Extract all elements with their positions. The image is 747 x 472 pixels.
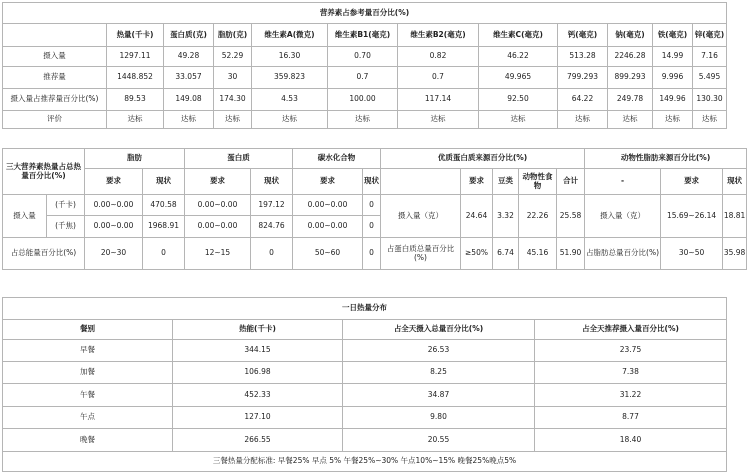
cell: 1968.91 (143, 216, 185, 238)
cell: 824.76 (251, 216, 293, 238)
sub-header: 豆类 (493, 169, 519, 195)
cell: 18.40 (535, 429, 727, 452)
cell: 149.08 (164, 89, 214, 111)
col-header: 热能(千卡) (173, 320, 343, 340)
cell: 30~50 (661, 238, 723, 270)
cell: 9.80 (343, 407, 535, 429)
corner-cell (3, 24, 107, 47)
cell: 0.70 (328, 47, 398, 67)
cell: 16.30 (252, 47, 328, 67)
group-header-animal-fat: 动物性脂肪来源百分比(%) (585, 149, 747, 169)
cell: 899.293 (608, 67, 653, 89)
cell: 0.00~0.00 (85, 216, 143, 238)
cell: 26.53 (343, 340, 535, 362)
cell: 106.98 (173, 362, 343, 384)
cell: 3.32 (493, 195, 519, 238)
cell: 达标 (398, 111, 479, 129)
cell: 8.25 (343, 362, 535, 384)
cell: 25.58 (557, 195, 585, 238)
blank-cell (381, 169, 461, 195)
col-header: 脂肪(克) (214, 24, 252, 47)
sub-header: 合计 (557, 169, 585, 195)
cell: 达标 (252, 111, 328, 129)
table-row (3, 362, 727, 384)
table-row (3, 47, 727, 67)
cell: 0 (363, 195, 381, 216)
cell: 89.53 (107, 89, 164, 111)
cell: 达标 (693, 111, 727, 129)
cell: 6.74 (493, 238, 519, 270)
protein-pct-label: 占蛋白质总量百分比(%) (381, 238, 461, 270)
cell: 22.26 (519, 195, 557, 238)
table-row (3, 89, 727, 111)
cell: 1297.11 (107, 47, 164, 67)
cell: 2246.28 (608, 47, 653, 67)
cell: ≥50% (461, 238, 493, 270)
cell: 45.16 (519, 238, 557, 270)
cell: 8.77 (535, 407, 727, 429)
cell: 14.99 (653, 47, 693, 67)
cell: 92.50 (479, 89, 558, 111)
col-header: 维生素B1(毫克) (328, 24, 398, 47)
sub-header: 要求 (185, 169, 251, 195)
cell: 0 (251, 238, 293, 270)
group-header-fat: 脂肪 (85, 149, 185, 169)
table-row (3, 340, 727, 362)
col-header: 占全天摄入总量百分比(%) (343, 320, 535, 340)
sub-header: 现状 (363, 169, 381, 195)
cell: 174.30 (214, 89, 252, 111)
row-label: 摄入量占推荐量百分比(%) (3, 89, 107, 111)
col-header: 餐别 (3, 320, 173, 340)
daily-energy-distribution-table (2, 297, 727, 472)
cell: 4.53 (252, 89, 328, 111)
sub-header: 现状 (251, 169, 293, 195)
cell: 0.00~0.00 (293, 195, 363, 216)
cell: 0.00~0.00 (85, 195, 143, 216)
cell: 1448.852 (107, 67, 164, 89)
sub-header: 要求 (85, 169, 143, 195)
table-row (3, 111, 727, 129)
cell: 12~15 (185, 238, 251, 270)
group-header-quality-protein: 优质蛋白质来源百分比(%) (381, 149, 585, 169)
distribution-standard-note: 三餐热量分配标准: 早餐25% 早点 5% 午餐25%~30% 午点10%~15% 晚餐25%晚点5% (3, 452, 727, 472)
macronutrient-energy-table (2, 148, 747, 270)
col-header: 蛋白质(克) (164, 24, 214, 47)
cell: 达标 (328, 111, 398, 129)
col-header: 钙(毫克) (558, 24, 608, 47)
cell: 130.30 (693, 89, 727, 111)
pct-label: 占总能量百分比(%) (3, 238, 85, 270)
cell: 0.7 (328, 67, 398, 89)
cell: 0 (363, 238, 381, 270)
table-row (3, 238, 747, 270)
col-header: 钠(毫克) (608, 24, 653, 47)
cell: 达标 (107, 111, 164, 129)
table-title: 营养素占参考量百分比(%) (3, 3, 727, 24)
meal-label: 午餐 (3, 384, 173, 407)
table-row (3, 67, 727, 89)
col-header: 维生素C(毫克) (479, 24, 558, 47)
cell: 0 (363, 216, 381, 238)
cell: 34.87 (343, 384, 535, 407)
cell: 64.22 (558, 89, 608, 111)
meal-label: 早餐 (3, 340, 173, 362)
group-header-carb: 碳水化合物 (293, 149, 381, 169)
col-header: 热量(千卡) (107, 24, 164, 47)
row-label: 摄入量 (3, 47, 107, 67)
col-header: 铁(毫克) (653, 24, 693, 47)
cell: 达标 (653, 111, 693, 129)
protein-intake-label: 摄入量（克） (381, 195, 461, 238)
cell: 197.12 (251, 195, 293, 216)
table-row (3, 384, 727, 407)
cell: 20~30 (85, 238, 143, 270)
cell: 7.38 (535, 362, 727, 384)
cell: 127.10 (173, 407, 343, 429)
corner-header: 三大营养素热量占总热量百分比(%) (3, 149, 85, 195)
cell: 799.293 (558, 67, 608, 89)
cell: 达标 (608, 111, 653, 129)
meal-label: 午点 (3, 407, 173, 429)
row-label: 评价 (3, 111, 107, 129)
col-header: 占全天推荐摄入量百分比(%) (535, 320, 727, 340)
nutrient-percentage-table (2, 2, 727, 129)
cell: 达标 (558, 111, 608, 129)
cell: 50~60 (293, 238, 363, 270)
cell: 52.29 (214, 47, 252, 67)
fat-pct-label: 占脂肪总量百分比(%) (585, 238, 661, 270)
cell: 266.55 (173, 429, 343, 452)
cell: 5.495 (693, 67, 727, 89)
sub-header: 要求 (293, 169, 363, 195)
cell: 513.28 (558, 47, 608, 67)
col-header: 锌(毫克) (693, 24, 727, 47)
cell: 达标 (479, 111, 558, 129)
group-header-protein: 蛋白质 (185, 149, 293, 169)
cell: 35.98 (723, 238, 747, 270)
cell: 100.00 (328, 89, 398, 111)
sub-header: 现状 (723, 169, 747, 195)
cell: 359.823 (252, 67, 328, 89)
cell: 31.22 (535, 384, 727, 407)
fat-intake-label: 摄入量（克） (585, 195, 661, 238)
sub-header: 要求 (661, 169, 723, 195)
unit-label: (千焦) (47, 216, 85, 238)
cell: 15.69~26.14 (661, 195, 723, 238)
cell: 24.64 (461, 195, 493, 238)
table-row (3, 195, 747, 216)
cell: 9.996 (653, 67, 693, 89)
cell: 249.78 (608, 89, 653, 111)
col-header: 维生素B2(毫克) (398, 24, 479, 47)
meal-label: 晚餐 (3, 429, 173, 452)
cell: 49.28 (164, 47, 214, 67)
cell: 18.81 (723, 195, 747, 238)
cell: 149.96 (653, 89, 693, 111)
cell: 0.00~0.00 (185, 216, 251, 238)
cell: 452.33 (173, 384, 343, 407)
cell: 0.00~0.00 (293, 216, 363, 238)
cell: 20.55 (343, 429, 535, 452)
cell: 30 (214, 67, 252, 89)
cell: 0.00~0.00 (185, 195, 251, 216)
cell: 23.75 (535, 340, 727, 362)
cell: 达标 (214, 111, 252, 129)
unit-label: (千卡) (47, 195, 85, 216)
cell: 470.58 (143, 195, 185, 216)
table-row (3, 407, 727, 429)
meal-label: 加餐 (3, 362, 173, 384)
sub-header: 要求 (461, 169, 493, 195)
sub-header: 现状 (143, 169, 185, 195)
cell: 51.90 (557, 238, 585, 270)
cell: 33.057 (164, 67, 214, 89)
cell: 344.15 (173, 340, 343, 362)
intake-label: 摄入量 (3, 195, 47, 238)
cell: 0 (143, 238, 185, 270)
sub-header: - (585, 169, 661, 195)
cell: 0.7 (398, 67, 479, 89)
table-title: 一日热量分布 (3, 298, 727, 320)
cell: 0.82 (398, 47, 479, 67)
cell: 117.14 (398, 89, 479, 111)
cell: 46.22 (479, 47, 558, 67)
table-row (3, 429, 727, 452)
col-header: 维生素A(微克) (252, 24, 328, 47)
cell: 达标 (164, 111, 214, 129)
row-label: 推荐量 (3, 67, 107, 89)
cell: 49.965 (479, 67, 558, 89)
sub-header: 动物性食物 (519, 169, 557, 195)
cell: 7.16 (693, 47, 727, 67)
